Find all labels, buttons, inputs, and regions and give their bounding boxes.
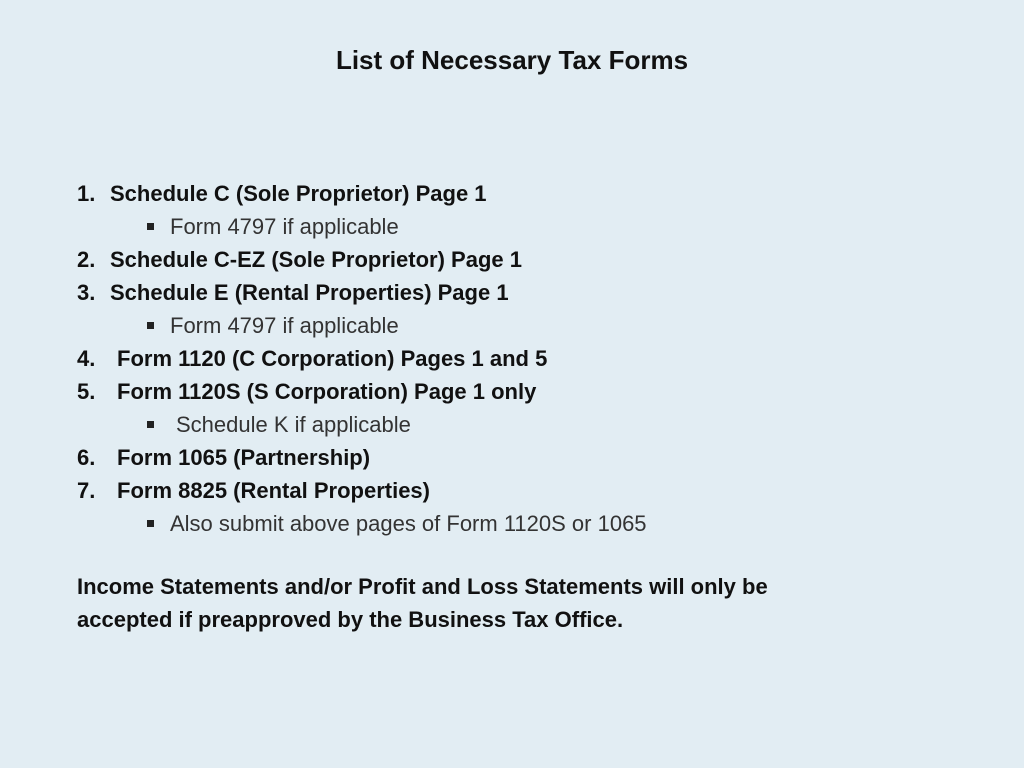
sub-item-text: Form 4797 if applicable <box>170 312 399 338</box>
item-text: Form 8825 (Rental Properties) <box>117 477 430 503</box>
list-item <box>77 243 977 276</box>
item-number: 7. <box>77 477 96 503</box>
approval-note <box>77 570 957 636</box>
list-item <box>77 474 977 507</box>
item-number: 3. <box>77 279 96 305</box>
item-text: Schedule C-EZ (Sole Proprietor) Page 1 <box>110 246 522 272</box>
item-text: Form 1120S (S Corporation) Page 1 only <box>117 378 537 404</box>
item-number: 6. <box>77 444 96 470</box>
square-bullet-icon <box>147 322 154 329</box>
list-item <box>77 441 977 474</box>
square-bullet-icon <box>147 520 154 527</box>
sub-item-text: Form 4797 if applicable <box>170 213 399 239</box>
list-item <box>77 276 977 309</box>
sub-item <box>77 309 977 342</box>
sub-item <box>77 507 977 540</box>
tax-forms-list <box>77 177 977 540</box>
item-text: Schedule C (Sole Proprietor) Page 1 <box>110 180 487 206</box>
note-line: Income Statements and/or Profit and Loss Statements will only be <box>77 574 768 599</box>
list-item <box>77 375 977 408</box>
list-item <box>77 177 977 210</box>
item-number: 1. <box>77 180 96 206</box>
sub-item-text: Also submit above pages of Form 1120S or 1065 <box>170 510 647 536</box>
square-bullet-icon <box>147 421 154 428</box>
item-number: 4. <box>77 345 96 371</box>
item-text: Schedule E (Rental Properties) Page 1 <box>110 279 509 305</box>
sub-item <box>77 408 977 441</box>
sub-item <box>77 210 977 243</box>
page-title: List of Necessary Tax Forms <box>335 45 689 75</box>
square-bullet-icon <box>147 223 154 230</box>
item-text: Form 1065 (Partnership) <box>117 444 371 470</box>
item-text: Form 1120 (C Corporation) Pages 1 and 5 <box>117 345 548 371</box>
item-number: 2. <box>77 246 96 272</box>
list-item <box>77 342 977 375</box>
note-line: accepted if preapproved by the Business Tax Office. <box>77 607 624 632</box>
item-number: 5. <box>77 378 96 404</box>
sub-item-text: Schedule K if applicable <box>176 411 411 437</box>
